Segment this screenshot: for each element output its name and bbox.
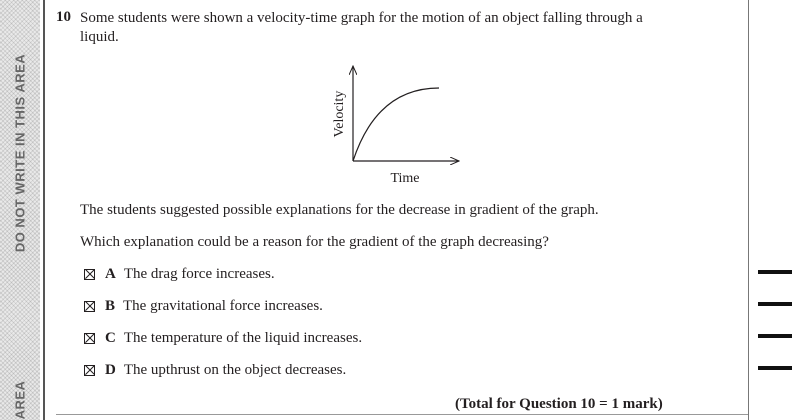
total-marks: (Total for Question 10 = 1 mark) bbox=[455, 396, 663, 412]
option-text: The upthrust on the object decreases. bbox=[123, 361, 347, 378]
marker-dash bbox=[758, 302, 792, 306]
marker-dash bbox=[758, 334, 792, 338]
question-text: Some students were shown a velocity-time graph for the motion of an object falling through a liquid. bbox=[80, 10, 643, 45]
explanation-paragraph: The students suggested possible explanations for the decrease in gradient of the graph. bbox=[80, 202, 599, 218]
option-c-checkbox[interactable] bbox=[84, 333, 95, 344]
question-number: 10 bbox=[56, 9, 71, 25]
option-d[interactable] bbox=[84, 360, 346, 380]
option-letter: B bbox=[105, 297, 116, 314]
margin-warning-text: DO NOT WRITE IN THIS AREA bbox=[12, 53, 28, 253]
option-b[interactable] bbox=[84, 296, 323, 316]
option-a-checkbox[interactable] bbox=[84, 269, 95, 280]
content-right-border bbox=[748, 0, 749, 420]
option-text: The drag force increases. bbox=[123, 265, 275, 282]
option-c[interactable] bbox=[84, 328, 362, 348]
x-axis-label: Time bbox=[390, 171, 420, 186]
velocity-time-graph bbox=[322, 62, 472, 190]
content-left-border bbox=[43, 0, 45, 420]
option-d-checkbox[interactable] bbox=[84, 365, 95, 376]
margin-partial-text: AREA bbox=[12, 380, 28, 420]
marker-dash bbox=[758, 366, 792, 370]
do-not-write-margin bbox=[0, 0, 40, 420]
option-text: The gravitational force increases. bbox=[123, 297, 323, 314]
option-b-checkbox[interactable] bbox=[84, 301, 95, 312]
option-text: The temperature of the liquid increases. bbox=[123, 329, 363, 346]
y-axis-label: Velocity bbox=[332, 90, 347, 138]
option-letter: D bbox=[105, 361, 116, 378]
option-a[interactable] bbox=[84, 264, 275, 284]
bottom-divider bbox=[56, 414, 748, 415]
marker-dash bbox=[758, 270, 792, 274]
option-letter: C bbox=[105, 329, 116, 346]
velocity-curve bbox=[353, 88, 439, 161]
question-prompt: Which explanation could be a reason for the gradient of the graph decreasing? bbox=[80, 234, 549, 250]
option-letter: A bbox=[105, 265, 116, 282]
